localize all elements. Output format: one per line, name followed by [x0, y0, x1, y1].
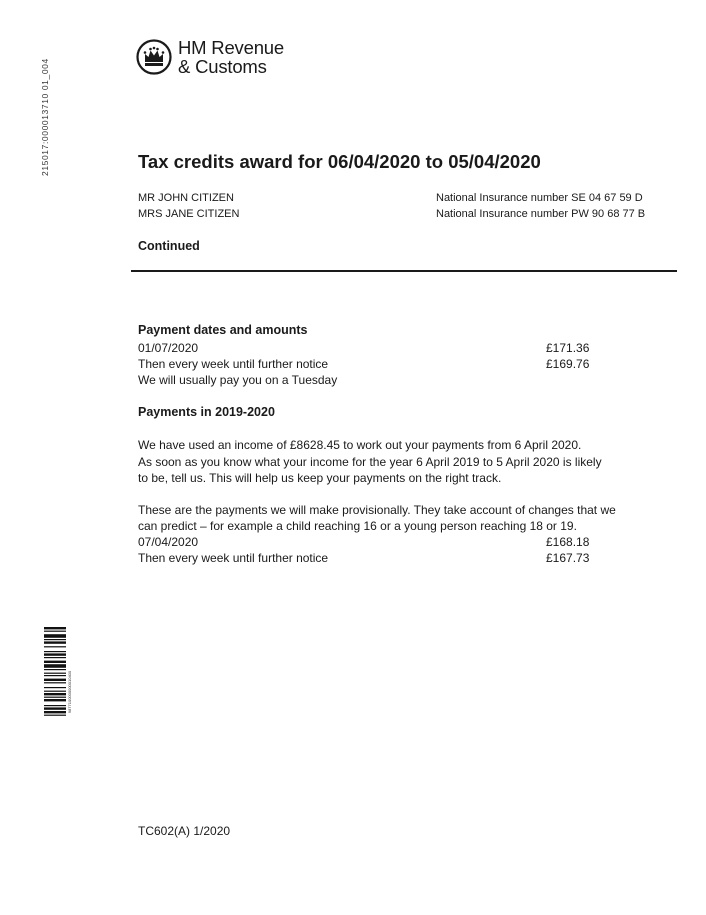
divider — [131, 270, 677, 272]
paragraph-line: We have used an income of £8628.45 to work out your payments from 6 April 2020. — [138, 438, 582, 452]
barcode-bar — [44, 627, 66, 629]
barcode-bar — [44, 699, 66, 701]
recipient-name-1: MR JOHN CITIZEN — [138, 192, 234, 204]
barcode-bar — [44, 634, 66, 638]
payment-row-label: 01/07/2020 — [138, 341, 199, 355]
ni-number-1: National Insurance number SE 04 67 59 D — [436, 192, 643, 204]
barcode-bar — [44, 697, 66, 698]
crown-crest-icon — [136, 39, 172, 75]
paragraph-line: can predict – for example a child reaching 16 or a young person reaching 18 or 19. — [138, 519, 577, 533]
barcode-bar — [44, 675, 66, 676]
org-name-line2: & Customs — [178, 56, 267, 77]
payment-day-note: We will usually pay you on a Tuesday — [138, 373, 338, 387]
barcode-bar — [44, 715, 66, 716]
payments-2019-2020-heading: Payments in 2019-2020 — [138, 405, 275, 419]
barcode-bar — [44, 653, 66, 655]
barcode-bar — [44, 651, 66, 652]
payment-row-label: Then every week until further notice — [138, 357, 329, 371]
ni-number-2: National Insurance number PW 90 68 77 B — [436, 208, 646, 220]
payment-dates-heading: Payment dates and amounts — [138, 323, 308, 337]
barcode-bar — [44, 691, 66, 692]
payment-row-amount: £168.18 — [546, 535, 590, 549]
payment-row-label: Then every week until further notice — [138, 551, 329, 565]
barcode-bar — [44, 641, 66, 643]
payment-row-label: 07/04/2020 — [138, 535, 199, 549]
barcode-bar — [44, 669, 66, 670]
barcode-bar — [44, 705, 66, 706]
barcode-icon — [44, 627, 74, 757]
payment-row-amount: £169.76 — [546, 357, 590, 371]
paragraph-line: to be, tell us. This will help us keep your payments on the right track. — [138, 471, 502, 485]
barcode-bar — [44, 711, 66, 713]
continued-label: Continued — [138, 239, 200, 253]
org-name-line1: HM Revenue — [178, 37, 284, 58]
barcode-bar — [44, 679, 66, 681]
payment-row-amount: £167.73 — [546, 551, 590, 565]
org-name — [178, 38, 284, 76]
paragraph-line: As soon as you know what your income for the year 6 April 2019 to 5 April 2020 is likely — [138, 455, 602, 469]
page-title: Tax credits award for 06/04/2020 to 05/04/2020 — [138, 151, 541, 172]
recipient-name-2: MRS JANE CITIZEN — [138, 208, 240, 220]
paragraph-line: These are the payments we will make provisionally. They take account of changes that we — [138, 503, 616, 517]
barcode-number: 9877100000000010400 — [67, 670, 72, 714]
payment-row-amount: £171.36 — [546, 341, 590, 355]
barcode-bar — [44, 693, 66, 695]
barcode-bar — [44, 661, 66, 663]
hmrc-logo — [136, 38, 284, 76]
barcode-bar — [44, 682, 66, 683]
form-code: TC602(A) 1/2020 — [138, 824, 231, 838]
barcode-bar — [44, 631, 66, 632]
barcode-bar — [44, 673, 66, 674]
barcode-bar — [44, 646, 66, 647]
barcode-bar — [44, 664, 66, 668]
barcode-bar — [44, 687, 66, 688]
barcode-bar — [44, 639, 66, 640]
barcode-bar — [44, 707, 66, 709]
side-reference: 215017:000013710 01_004 — [40, 58, 50, 176]
barcode-bar — [44, 657, 66, 658]
